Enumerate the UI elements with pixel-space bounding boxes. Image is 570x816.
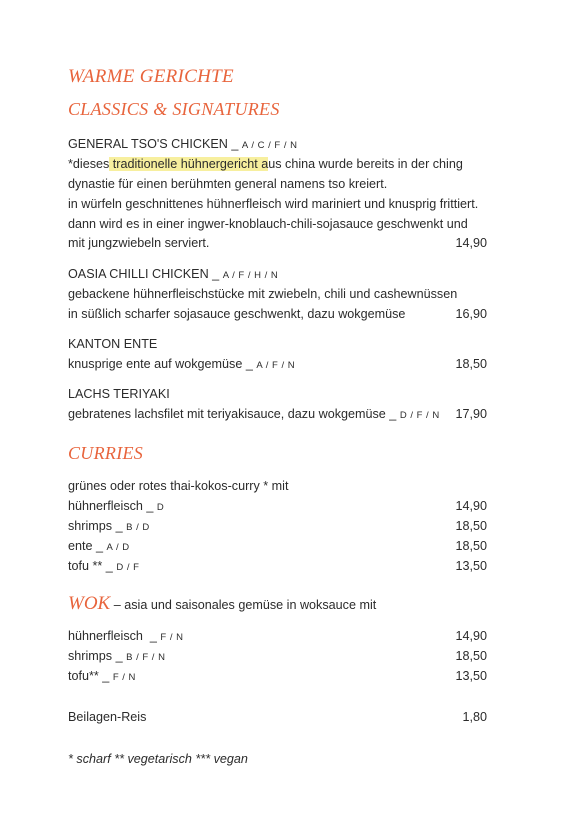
section-title-classics: CLASSICS & SIGNATURES: [68, 99, 280, 119]
section-title-wok: WOK: [68, 593, 111, 614]
section-title-wok-row: [68, 593, 376, 615]
item-label: ente _: [68, 539, 104, 553]
dish-description-line: [68, 156, 463, 172]
dish-name: OASIA CHILLI CHICKEN _: [68, 267, 220, 281]
dish-description-line: [68, 356, 295, 374]
footnote-legend: * scharf ** vegetarisch *** vegan: [68, 752, 248, 766]
item-price: 13,50: [455, 559, 487, 573]
text-segment: knusprige ente auf wokgemüse _: [68, 357, 253, 371]
text-segment: gebratenes lachsfilet mit teriyakisauce, dazu wokgemüse _: [68, 407, 397, 421]
curry-item: [68, 538, 130, 556]
dish-description-line: in würfeln geschnittenes hühnerfleisch wird mariniert und knusprig frittiert.: [68, 197, 479, 211]
dish-price: 18,50: [455, 357, 487, 371]
item-label: hühnerfleisch _: [68, 499, 154, 513]
allergen-codes: B / D: [126, 522, 150, 533]
allergen-codes: D / F / N: [399, 410, 440, 421]
section-title-curries: CURRIES: [68, 443, 144, 463]
dish-oasia-title: [68, 266, 278, 284]
dish-price: 17,90: [455, 407, 487, 421]
allergen-codes: A / C / F / N: [241, 140, 298, 151]
dish-description-line: dynastie für einen berühmten general namens tso kreiert.: [68, 177, 388, 191]
item-price: 18,50: [455, 539, 487, 553]
allergen-codes: F / N: [160, 632, 184, 643]
dish-description-line: [68, 406, 440, 424]
wok-item: [68, 628, 184, 646]
dish-price: 16,90: [455, 307, 487, 321]
item-price: 14,90: [455, 499, 487, 513]
curry-item: [68, 498, 164, 516]
highlighted-text: traditionelle hühnergericht a: [109, 157, 269, 171]
dish-name: GENERAL TSO'S CHICKEN _: [68, 137, 239, 151]
dish-general-tso-title: [68, 136, 297, 154]
allergen-codes: B / F / N: [126, 652, 166, 663]
wok-subtitle: – asia und saisonales gemüse in woksauce mit: [110, 598, 377, 612]
item-price: 18,50: [455, 649, 487, 663]
allergen-codes: D / F: [116, 562, 140, 573]
dish-description-line: in süßlich scharfer sojasauce geschwenkt, dazu wokgemüse: [68, 307, 406, 321]
curry-intro: grünes oder rotes thai-kokos-curry * mit: [68, 479, 289, 493]
item-price: 13,50: [455, 669, 487, 683]
allergen-codes: F / N: [112, 672, 136, 683]
item-label: shrimps _: [68, 519, 123, 533]
dish-kanton-title: KANTON ENTE: [68, 337, 158, 351]
allergen-codes: A / D: [106, 542, 130, 553]
allergen-codes: D: [156, 502, 165, 513]
item-label: tofu ** _: [68, 559, 113, 573]
side-rice-label: Beilagen-Reis: [68, 710, 147, 724]
section-title-warme-gerichte: WARME GERICHTE: [68, 66, 234, 87]
dish-description-line: gebackene hühnerfleischstücke mit zwiebeln, chili und cashewnüssen: [68, 287, 458, 301]
side-rice-price: 1,80: [462, 710, 487, 724]
allergen-codes: A / F / H / N: [222, 270, 279, 281]
text-segment: *dieses: [68, 157, 110, 171]
wok-item: [68, 648, 165, 666]
item-price: 18,50: [455, 519, 487, 533]
dish-description-line: dann wird es in einer ingwer-knoblauch-chili-sojasauce geschwenkt und: [68, 217, 468, 231]
allergen-codes: A / F / N: [256, 360, 296, 371]
wok-item: [68, 668, 136, 686]
text-segment: us china wurde bereits in der ching: [268, 157, 463, 171]
item-label: shrimps _: [68, 649, 123, 663]
dish-lachs-title: LACHS TERIYAKI: [68, 387, 170, 401]
curry-item: [68, 518, 150, 536]
curry-item: [68, 558, 139, 576]
dish-price: 14,90: [455, 236, 487, 250]
item-label: hühnerfleisch _: [68, 629, 157, 643]
dish-description-line: mit jungzwiebeln serviert.: [68, 236, 210, 250]
item-price: 14,90: [455, 629, 487, 643]
item-label: tofu** _: [68, 669, 110, 683]
